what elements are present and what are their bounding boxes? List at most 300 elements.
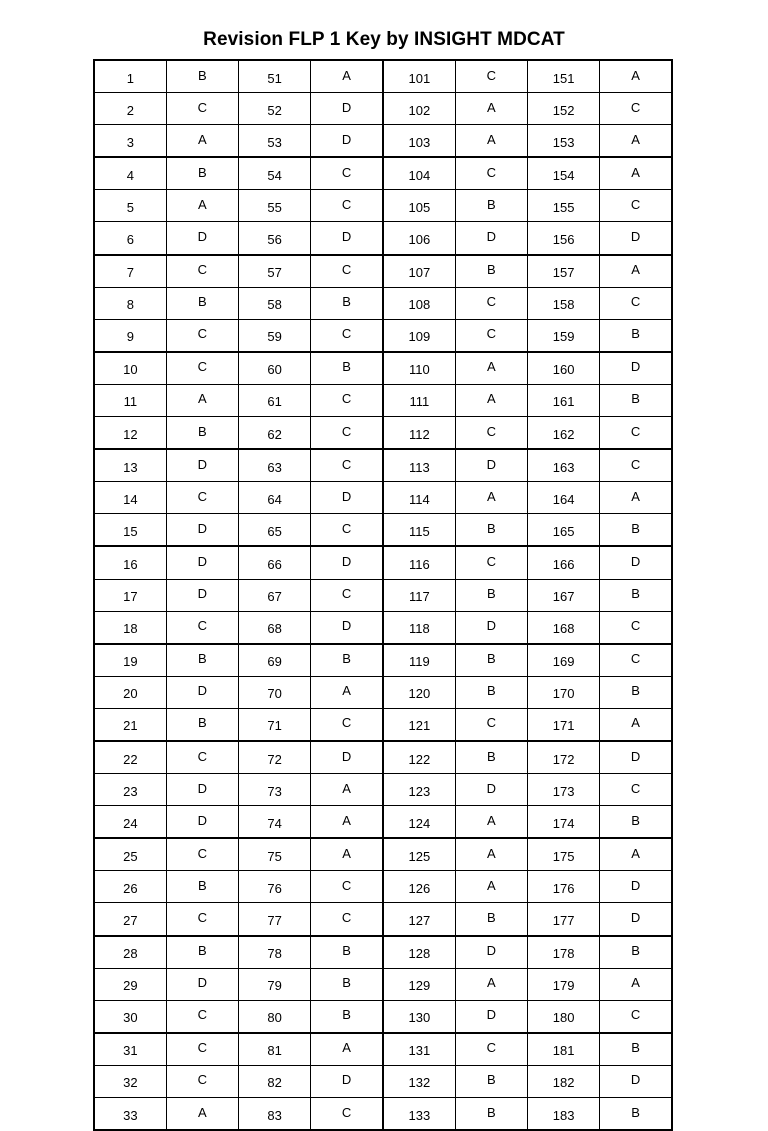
answer-option: B (311, 352, 383, 385)
question-number: 129 (383, 968, 455, 1000)
answer-option: B (600, 936, 672, 969)
question-number: 5 (94, 190, 166, 222)
answer-option: B (600, 676, 672, 708)
answer-option: B (600, 806, 672, 839)
question-number: 111 (383, 384, 455, 416)
question-number: 178 (528, 936, 600, 969)
question-number: 4 (94, 157, 166, 190)
answer-option: D (600, 222, 672, 255)
question-number: 109 (383, 319, 455, 352)
answer-option: A (311, 60, 383, 93)
question-number: 32 (94, 1065, 166, 1097)
question-number: 133 (383, 1098, 455, 1131)
answer-option: B (600, 579, 672, 611)
answer-row (94, 708, 672, 741)
question-number: 9 (94, 319, 166, 352)
answer-option: C (600, 611, 672, 644)
question-number: 163 (528, 449, 600, 482)
question-number: 181 (528, 1033, 600, 1066)
question-number: 79 (239, 968, 311, 1000)
answer-row (94, 936, 672, 969)
answer-option: D (311, 741, 383, 774)
answer-row (94, 255, 672, 288)
question-number: 170 (528, 676, 600, 708)
answer-option: C (166, 255, 238, 288)
question-number: 30 (94, 1000, 166, 1033)
question-number: 66 (239, 546, 311, 579)
question-number: 56 (239, 222, 311, 255)
answer-row (94, 449, 672, 482)
answer-row (94, 806, 672, 839)
answer-option: D (311, 611, 383, 644)
answer-option: A (455, 838, 527, 871)
question-number: 63 (239, 449, 311, 482)
answer-option: C (600, 287, 672, 319)
answer-option: D (600, 352, 672, 385)
answer-option: B (311, 936, 383, 969)
answer-option: C (311, 417, 383, 450)
answer-option: D (600, 1065, 672, 1097)
answer-option: D (455, 611, 527, 644)
question-number: 25 (94, 838, 166, 871)
answer-option: C (311, 319, 383, 352)
answer-option: C (166, 1000, 238, 1033)
question-number: 162 (528, 417, 600, 450)
question-number: 22 (94, 741, 166, 774)
question-number: 59 (239, 319, 311, 352)
answer-option: C (166, 1065, 238, 1097)
answer-option: D (311, 546, 383, 579)
answer-option: B (455, 1098, 527, 1131)
question-number: 57 (239, 255, 311, 288)
answer-option: C (600, 774, 672, 806)
question-number: 60 (239, 352, 311, 385)
question-number: 51 (239, 60, 311, 93)
question-number: 11 (94, 384, 166, 416)
answer-option: C (311, 157, 383, 190)
answer-option: A (311, 1033, 383, 1066)
question-number: 77 (239, 903, 311, 936)
question-number: 114 (383, 482, 455, 514)
question-number: 80 (239, 1000, 311, 1033)
answer-option: A (600, 255, 672, 288)
question-number: 8 (94, 287, 166, 319)
answer-option: A (455, 871, 527, 903)
answer-option: D (455, 774, 527, 806)
question-number: 62 (239, 417, 311, 450)
answer-option: D (455, 936, 527, 969)
answer-option: A (600, 125, 672, 158)
question-number: 70 (239, 676, 311, 708)
answer-option: A (455, 352, 527, 385)
question-number: 106 (383, 222, 455, 255)
question-number: 112 (383, 417, 455, 450)
question-number: 128 (383, 936, 455, 969)
question-number: 123 (383, 774, 455, 806)
question-number: 68 (239, 611, 311, 644)
answer-option: B (166, 60, 238, 93)
question-number: 101 (383, 60, 455, 93)
page-title: Revision FLP 1 Key by INSIGHT MDCAT (203, 28, 565, 50)
question-number: 52 (239, 93, 311, 125)
answer-row (94, 1065, 672, 1097)
answer-row (94, 741, 672, 774)
question-number: 20 (94, 676, 166, 708)
question-number: 24 (94, 806, 166, 839)
question-number: 64 (239, 482, 311, 514)
answer-option: D (311, 1065, 383, 1097)
question-number: 175 (528, 838, 600, 871)
question-number: 73 (239, 774, 311, 806)
answer-option: D (600, 741, 672, 774)
question-number: 14 (94, 482, 166, 514)
question-number: 165 (528, 514, 600, 547)
question-number: 155 (528, 190, 600, 222)
question-number: 160 (528, 352, 600, 385)
question-number: 29 (94, 968, 166, 1000)
question-number: 154 (528, 157, 600, 190)
question-number: 110 (383, 352, 455, 385)
question-number: 158 (528, 287, 600, 319)
answer-option: D (455, 449, 527, 482)
answer-option: C (311, 1098, 383, 1131)
question-number: 13 (94, 449, 166, 482)
answer-option: D (166, 222, 238, 255)
answer-option: B (600, 1033, 672, 1066)
answer-option: C (166, 1033, 238, 1066)
answer-option: C (311, 514, 383, 547)
answer-option: A (600, 838, 672, 871)
question-number: 117 (383, 579, 455, 611)
answer-option: D (311, 93, 383, 125)
answer-option: B (600, 319, 672, 352)
answer-option: B (455, 1065, 527, 1097)
answer-option: A (600, 157, 672, 190)
answer-option: A (166, 190, 238, 222)
answer-option: B (600, 1098, 672, 1131)
answer-row (94, 287, 672, 319)
question-number: 183 (528, 1098, 600, 1131)
question-number: 177 (528, 903, 600, 936)
answer-row (94, 222, 672, 255)
answer-option: D (311, 125, 383, 158)
answer-option: A (166, 125, 238, 158)
answer-option: B (166, 287, 238, 319)
question-number: 156 (528, 222, 600, 255)
question-number: 159 (528, 319, 600, 352)
answer-option: A (166, 384, 238, 416)
answer-option: A (311, 838, 383, 871)
question-number: 169 (528, 644, 600, 677)
answer-option: C (455, 546, 527, 579)
question-number: 54 (239, 157, 311, 190)
question-number: 168 (528, 611, 600, 644)
answer-option: B (166, 936, 238, 969)
answer-row (94, 93, 672, 125)
answer-option: B (166, 708, 238, 741)
answer-key-table (93, 59, 673, 1131)
answer-row (94, 774, 672, 806)
answer-option: C (311, 384, 383, 416)
question-number: 58 (239, 287, 311, 319)
answer-option: A (455, 384, 527, 416)
question-number: 21 (94, 708, 166, 741)
question-number: 176 (528, 871, 600, 903)
answer-option: D (600, 903, 672, 936)
question-number: 6 (94, 222, 166, 255)
question-number: 115 (383, 514, 455, 547)
question-number: 171 (528, 708, 600, 741)
question-number: 81 (239, 1033, 311, 1066)
answer-option: B (455, 676, 527, 708)
answer-row (94, 838, 672, 871)
answer-option: C (166, 482, 238, 514)
answer-option: D (166, 579, 238, 611)
answer-option: C (600, 1000, 672, 1033)
question-number: 120 (383, 676, 455, 708)
question-number: 23 (94, 774, 166, 806)
answer-row (94, 514, 672, 547)
answer-row (94, 968, 672, 1000)
question-number: 182 (528, 1065, 600, 1097)
answer-option: C (600, 417, 672, 450)
answer-option: A (600, 968, 672, 1000)
answer-option: D (166, 676, 238, 708)
question-number: 130 (383, 1000, 455, 1033)
question-number: 53 (239, 125, 311, 158)
answer-row (94, 352, 672, 385)
question-number: 71 (239, 708, 311, 741)
question-number: 12 (94, 417, 166, 450)
question-number: 105 (383, 190, 455, 222)
answer-row (94, 190, 672, 222)
question-number: 102 (383, 93, 455, 125)
question-number: 3 (94, 125, 166, 158)
answer-option: D (166, 514, 238, 547)
question-number: 113 (383, 449, 455, 482)
answer-row (94, 384, 672, 416)
question-number: 127 (383, 903, 455, 936)
answer-row (94, 1033, 672, 1066)
answer-option: C (166, 741, 238, 774)
answer-option: C (455, 319, 527, 352)
answer-row (94, 903, 672, 936)
answer-option: C (455, 287, 527, 319)
question-number: 172 (528, 741, 600, 774)
answer-option: B (455, 741, 527, 774)
answer-option: C (455, 60, 527, 93)
answer-option: C (455, 708, 527, 741)
answer-option: D (166, 449, 238, 482)
question-number: 108 (383, 287, 455, 319)
question-number: 179 (528, 968, 600, 1000)
answer-option: B (455, 190, 527, 222)
answer-option: A (455, 125, 527, 158)
answer-option: C (455, 1033, 527, 1066)
answer-option: A (600, 482, 672, 514)
answer-option: D (166, 806, 238, 839)
question-number: 75 (239, 838, 311, 871)
answer-option: D (600, 871, 672, 903)
question-number: 1 (94, 60, 166, 93)
answer-option: C (311, 903, 383, 936)
question-number: 125 (383, 838, 455, 871)
answer-key-body (94, 60, 672, 1130)
answer-option: B (311, 644, 383, 677)
question-number: 126 (383, 871, 455, 903)
answer-option: A (455, 968, 527, 1000)
question-number: 121 (383, 708, 455, 741)
question-number: 153 (528, 125, 600, 158)
question-number: 132 (383, 1065, 455, 1097)
answer-option: A (455, 806, 527, 839)
question-number: 161 (528, 384, 600, 416)
answer-option: D (455, 1000, 527, 1033)
answer-option: C (455, 417, 527, 450)
answer-option: A (600, 60, 672, 93)
question-number: 83 (239, 1098, 311, 1131)
answer-option: B (455, 644, 527, 677)
answer-option: B (311, 287, 383, 319)
answer-option: A (311, 774, 383, 806)
question-number: 55 (239, 190, 311, 222)
answer-option: C (166, 838, 238, 871)
answer-option: C (600, 93, 672, 125)
answer-option: D (311, 482, 383, 514)
answer-option: A (455, 482, 527, 514)
answer-row (94, 611, 672, 644)
answer-option: D (166, 546, 238, 579)
question-number: 7 (94, 255, 166, 288)
question-number: 18 (94, 611, 166, 644)
answer-row (94, 871, 672, 903)
answer-option: D (311, 222, 383, 255)
answer-option: B (166, 417, 238, 450)
question-number: 119 (383, 644, 455, 677)
answer-option: B (455, 579, 527, 611)
answer-row (94, 644, 672, 677)
answer-option: A (166, 1098, 238, 1131)
answer-row (94, 579, 672, 611)
answer-option: B (455, 903, 527, 936)
question-number: 103 (383, 125, 455, 158)
answer-option: D (166, 968, 238, 1000)
answer-option: B (166, 157, 238, 190)
answer-option: B (455, 514, 527, 547)
answer-option: C (311, 708, 383, 741)
answer-option: D (455, 222, 527, 255)
question-number: 157 (528, 255, 600, 288)
question-number: 131 (383, 1033, 455, 1066)
answer-row (94, 1098, 672, 1131)
question-number: 167 (528, 579, 600, 611)
answer-option: C (600, 449, 672, 482)
question-number: 107 (383, 255, 455, 288)
question-number: 19 (94, 644, 166, 677)
question-number: 27 (94, 903, 166, 936)
answer-option: C (600, 190, 672, 222)
answer-option: C (166, 352, 238, 385)
answer-option: B (311, 1000, 383, 1033)
question-number: 74 (239, 806, 311, 839)
answer-option: C (311, 190, 383, 222)
question-number: 118 (383, 611, 455, 644)
answer-option: B (166, 871, 238, 903)
answer-option: A (311, 676, 383, 708)
answer-row (94, 125, 672, 158)
question-number: 67 (239, 579, 311, 611)
answer-row (94, 546, 672, 579)
question-number: 152 (528, 93, 600, 125)
answer-option: C (311, 449, 383, 482)
question-number: 82 (239, 1065, 311, 1097)
answer-row (94, 319, 672, 352)
answer-option: B (600, 514, 672, 547)
question-number: 76 (239, 871, 311, 903)
answer-option: C (311, 579, 383, 611)
question-number: 180 (528, 1000, 600, 1033)
answer-option: D (166, 774, 238, 806)
answer-row (94, 482, 672, 514)
answer-option: A (455, 93, 527, 125)
question-number: 16 (94, 546, 166, 579)
answer-option: D (600, 546, 672, 579)
answer-option: C (311, 871, 383, 903)
question-number: 173 (528, 774, 600, 806)
question-number: 17 (94, 579, 166, 611)
answer-option: A (311, 806, 383, 839)
question-number: 15 (94, 514, 166, 547)
answer-option: B (166, 644, 238, 677)
answer-row (94, 157, 672, 190)
question-number: 174 (528, 806, 600, 839)
question-number: 151 (528, 60, 600, 93)
answer-option: C (600, 644, 672, 677)
question-number: 33 (94, 1098, 166, 1131)
answer-option: C (166, 93, 238, 125)
answer-option: B (600, 384, 672, 416)
answer-option: C (166, 319, 238, 352)
answer-option: B (455, 255, 527, 288)
question-number: 166 (528, 546, 600, 579)
question-number: 164 (528, 482, 600, 514)
answer-row (94, 417, 672, 450)
answer-row (94, 1000, 672, 1033)
answer-option: C (455, 157, 527, 190)
question-number: 116 (383, 546, 455, 579)
answer-option: C (311, 255, 383, 288)
question-number: 78 (239, 936, 311, 969)
question-number: 69 (239, 644, 311, 677)
question-number: 104 (383, 157, 455, 190)
answer-option: B (311, 968, 383, 1000)
question-number: 28 (94, 936, 166, 969)
question-number: 2 (94, 93, 166, 125)
answer-option: A (600, 708, 672, 741)
answer-row (94, 676, 672, 708)
question-number: 65 (239, 514, 311, 547)
answer-option: C (166, 903, 238, 936)
question-number: 124 (383, 806, 455, 839)
question-number: 10 (94, 352, 166, 385)
answer-option: C (166, 611, 238, 644)
question-number: 122 (383, 741, 455, 774)
question-number: 61 (239, 384, 311, 416)
question-number: 26 (94, 871, 166, 903)
question-number: 72 (239, 741, 311, 774)
answer-row (94, 60, 672, 93)
question-number: 31 (94, 1033, 166, 1066)
